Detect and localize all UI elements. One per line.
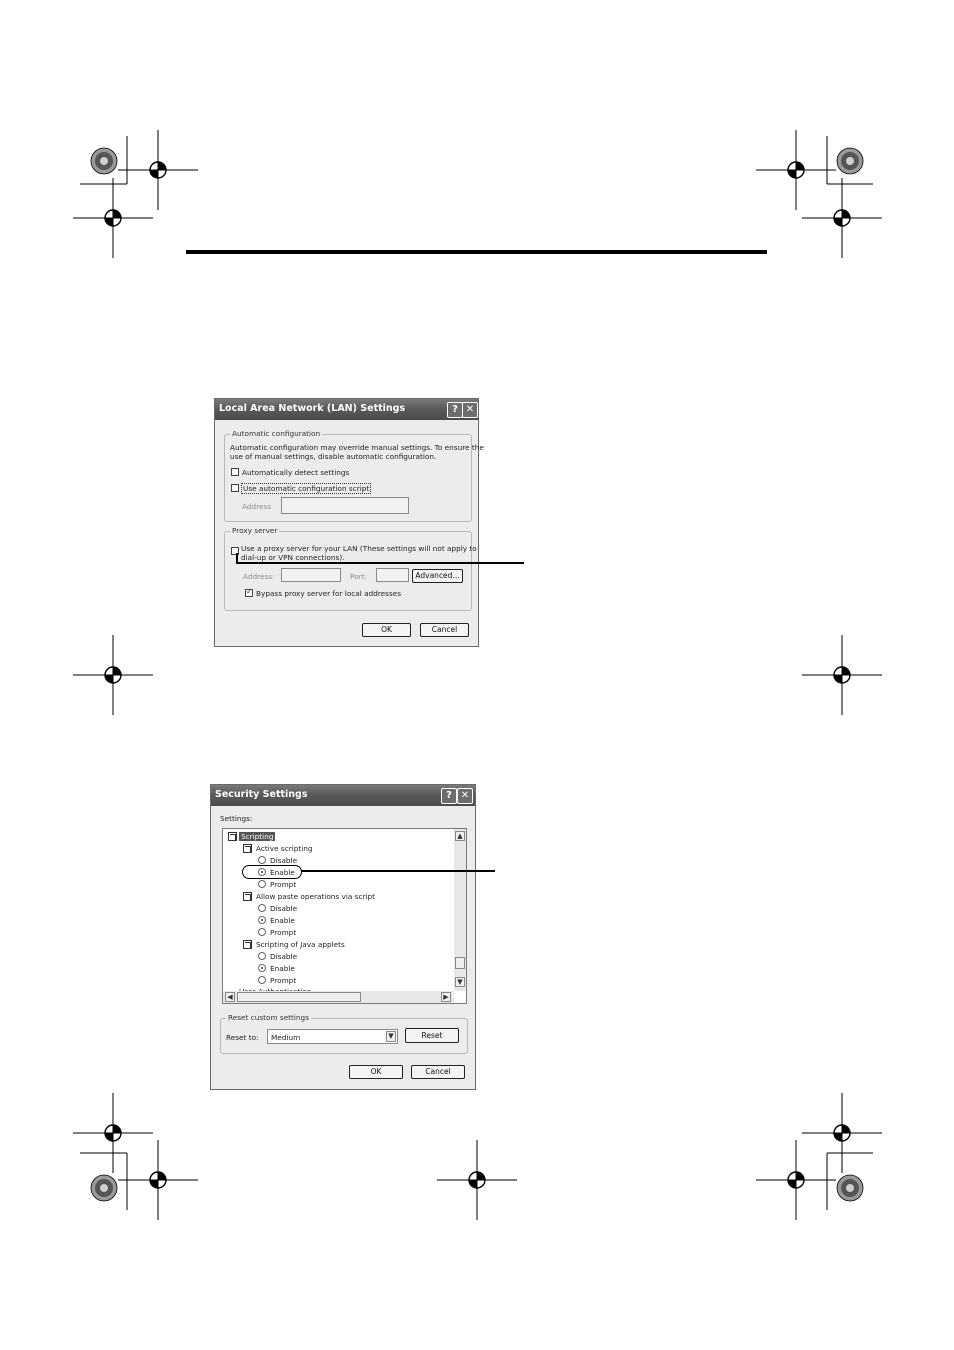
- reset-level-value: Medium: [271, 1033, 301, 1042]
- radio-button[interactable]: [258, 856, 266, 864]
- lan-cancel-button[interactable]: Cancel: [420, 623, 469, 637]
- reset-group: [220, 1013, 468, 1054]
- radio-button-selected[interactable]: [258, 916, 266, 924]
- radio-button[interactable]: [258, 952, 266, 960]
- horizontal-scrollbar[interactable]: [223, 991, 454, 1003]
- chevron-down-icon[interactable]: ▼: [386, 1031, 396, 1042]
- auto-address-label: Address: [242, 502, 272, 511]
- radio-label: Disable: [270, 904, 298, 913]
- security-ok-button[interactable]: OK: [349, 1065, 403, 1079]
- proxy-address-field[interactable]: [281, 568, 341, 582]
- bypass-proxy-label: Bypass proxy server for local addresses: [256, 589, 402, 598]
- auto-config-group: [224, 429, 484, 522]
- help-icon[interactable]: ?: [447, 402, 463, 418]
- proxy-port-label: Port:: [350, 572, 367, 581]
- security-dialog-title: Security Settings: [215, 789, 308, 800]
- tree-node-label: Allow paste operations via script: [256, 892, 375, 901]
- reset-button[interactable]: Reset: [405, 1028, 459, 1043]
- auto-config-group-label: Automatic configuration: [232, 429, 321, 438]
- radio-label: Enable: [270, 868, 295, 877]
- scroll-down-icon[interactable]: ▼: [455, 977, 465, 987]
- radio-label: Prompt: [270, 976, 297, 985]
- radio-button[interactable]: [258, 880, 266, 888]
- radio-label: Enable: [270, 916, 295, 925]
- bypass-proxy-checkbox[interactable]: [245, 589, 253, 597]
- reset-group-label: Reset custom settings: [228, 1013, 309, 1022]
- proxy-server-group: [224, 526, 477, 611]
- radio-button-selected[interactable]: [258, 964, 266, 972]
- use-proxy-label-2: dial-up or VPN connections).: [241, 553, 345, 562]
- auto-detect-label: Automatically detect settings: [242, 468, 350, 477]
- settings-tree[interactable]: [222, 828, 467, 1004]
- tree-node-label: Scripting of Java applets: [256, 940, 345, 949]
- radio-button[interactable]: [258, 928, 266, 936]
- radio-button[interactable]: [258, 904, 266, 912]
- lan-dialog-title: Local Area Network (LAN) Settings: [219, 403, 406, 414]
- proxy-port-field[interactable]: [376, 568, 409, 582]
- setting-icon: [243, 892, 252, 901]
- lan-ok-button[interactable]: OK: [362, 623, 411, 637]
- scroll-right-icon[interactable]: ▶: [441, 992, 451, 1002]
- tree-root-scripting[interactable]: Scripting: [241, 832, 274, 841]
- radio-label: Prompt: [270, 880, 297, 889]
- security-cancel-button[interactable]: Cancel: [411, 1065, 465, 1079]
- lan-settings-dialog: [214, 398, 484, 647]
- reset-level-select[interactable]: [267, 1029, 398, 1044]
- lan-dialog-titlebar: [215, 399, 478, 420]
- settings-label: Settings:: [220, 814, 253, 823]
- vertical-scrollbar[interactable]: [454, 829, 466, 991]
- proxy-address-label: Address:: [243, 572, 275, 581]
- reset-to-label: Reset to:: [226, 1033, 259, 1042]
- radio-label: Disable: [270, 856, 298, 865]
- security-settings-dialog: [210, 784, 476, 1090]
- radio-button[interactable]: [258, 976, 266, 984]
- auto-config-description-1: Automatic configuration may override manual settings. To ensure the: [230, 443, 484, 452]
- scroll-thumb[interactable]: [455, 957, 465, 969]
- auto-address-field[interactable]: [281, 497, 409, 514]
- help-icon[interactable]: ?: [441, 788, 457, 804]
- close-icon[interactable]: ✕: [462, 402, 478, 418]
- auto-detect-checkbox[interactable]: [231, 468, 239, 476]
- scripting-icon: [228, 832, 237, 841]
- security-dialog-titlebar: [211, 785, 475, 806]
- scroll-h-thumb[interactable]: [237, 992, 361, 1002]
- radio-label: Enable: [270, 964, 295, 973]
- scroll-up-icon[interactable]: ▲: [455, 831, 465, 841]
- scroll-left-icon[interactable]: ◀: [225, 992, 235, 1002]
- advanced-button[interactable]: Advanced...: [412, 569, 463, 583]
- proxy-group-label: Proxy server: [232, 526, 278, 535]
- setting-icon: [243, 844, 252, 853]
- setting-icon: [243, 940, 252, 949]
- auto-script-label: Use automatic configuration script: [243, 484, 370, 493]
- close-icon[interactable]: ✕: [457, 788, 473, 804]
- auto-config-description-2: use of manual settings, disable automatic configuration.: [230, 452, 437, 461]
- use-proxy-label-1: Use a proxy server for your LAN (These settings will not apply to: [241, 544, 477, 553]
- tree-node-label: Active scripting: [256, 844, 313, 853]
- auto-script-checkbox[interactable]: [231, 484, 239, 492]
- radio-label: Disable: [270, 952, 298, 961]
- radio-label: Prompt: [270, 928, 297, 937]
- header-rule: [186, 250, 767, 254]
- use-proxy-checkbox[interactable]: [231, 547, 239, 555]
